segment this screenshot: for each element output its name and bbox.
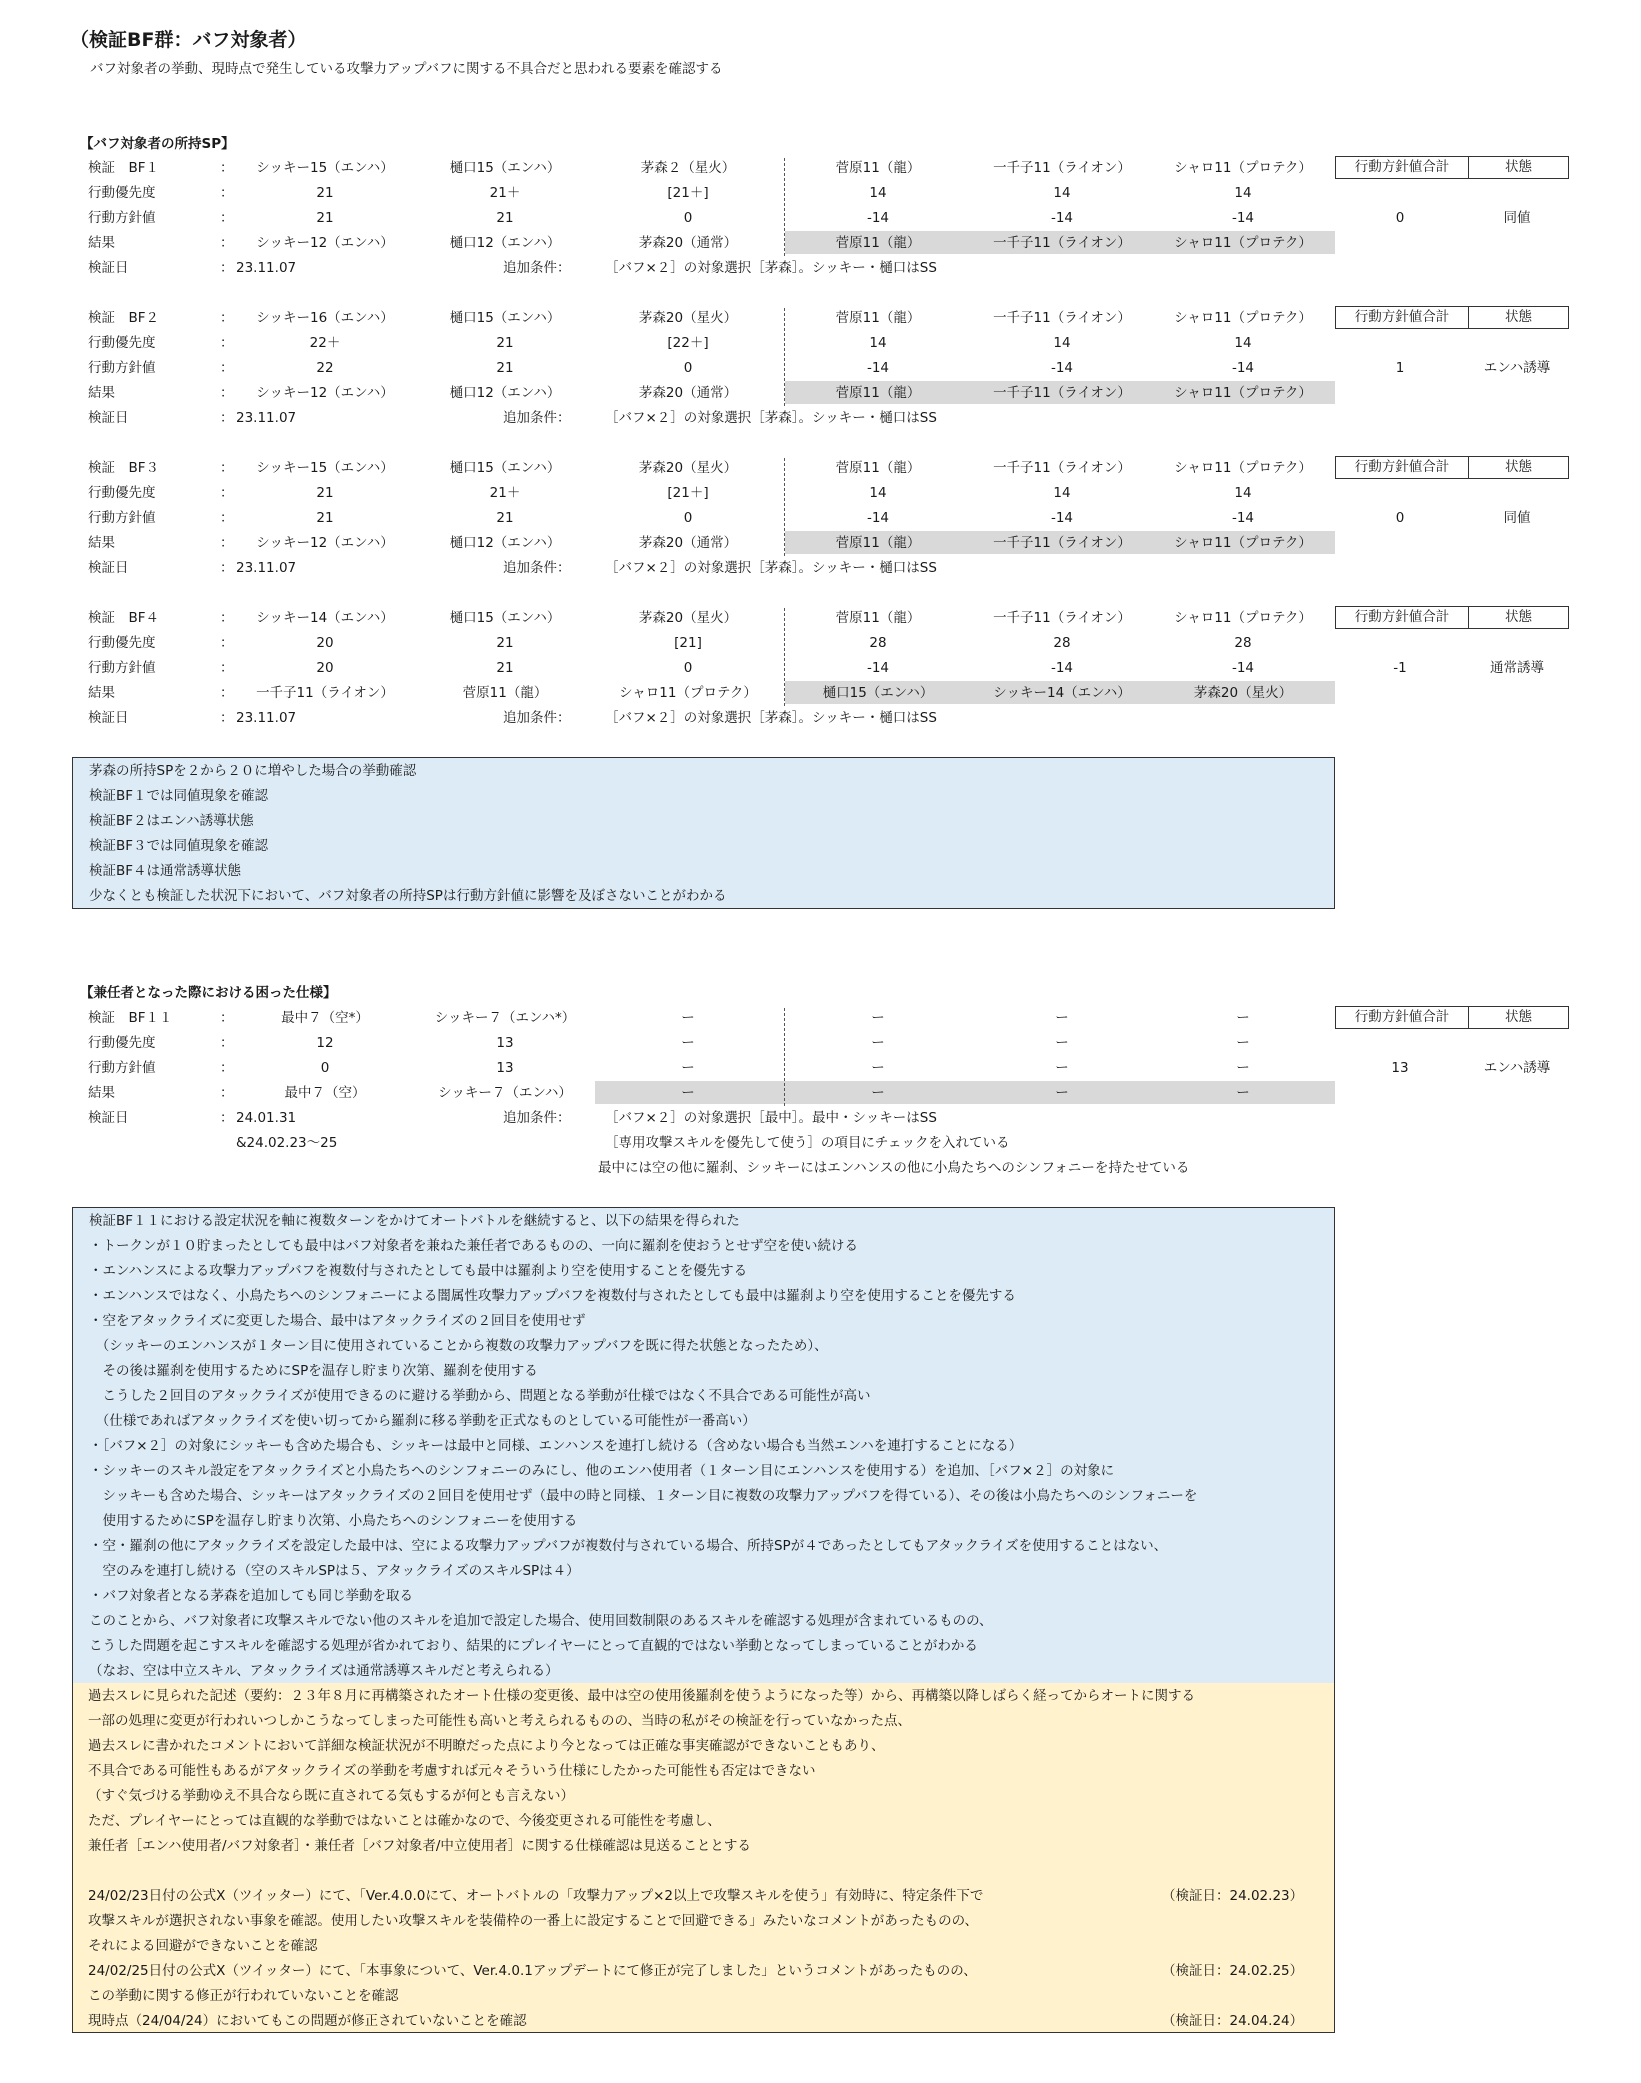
cell-members-0: シッキー16（エンハ） [256,310,394,326]
cell-priority-3: 28 [869,635,887,651]
section2-heading: 【兼任者となった際における困った仕様】 [80,985,337,1001]
extra-condition: ［バフ×２］の対象選択［茅森］。シッキー・樋口はSS [605,410,937,426]
cell-policy-5: -14 [1231,210,1255,226]
cell-policy-0: 21 [316,210,334,226]
cell-members-5: シャロ11（プロテク） [1174,160,1312,176]
cell-result-1: 樋口12（エンハ） [449,385,561,401]
state-value: 同値 [1503,210,1531,226]
section1-heading: 【バフ対象者の所持SP】 [80,136,235,152]
extra-label: 追加条件： [503,710,571,726]
conclusion-line: 現時点（24/04/24）においてもこの問題が修正されていないことを確認 [88,2013,527,2029]
colon: ： [220,410,234,426]
cell-policy-2: 0 [683,210,693,226]
analysis-line: 空のみを連打し続ける（空のスキルSPは５、アタックライズのスキルSPは４） [89,1563,580,1579]
cell-members-5: シャロ11（プロテク） [1174,460,1312,476]
conclusion-line: （すぐ気づける挙動ゆえ不具合なら既に直されてる気もするが何とも言えない） [88,1788,574,1804]
analysis-line: シッキーも含めた場合、シッキーはアタックライズの２回目を使用せず（最中の時と同様、１ターン目に複数の攻撃力アップバフを得ている）、その後は小鳥たちへのシンフォニーを [89,1488,1198,1504]
cell-priority-3: ー [871,1035,885,1051]
analysis-line: 使用するためにSPを温存し貯まり次第、小鳥たちへのシンフォニーを使用する [89,1513,578,1529]
block-name: 検証 BF３ [88,460,160,476]
colon: ： [220,1110,234,1126]
colon: ： [220,635,234,651]
extra-condition: ［バフ×２］の対象選択［最中］。最中・シッキーはSS [605,1110,937,1126]
page-subtitle: バフ対象者の挙動、現時点で発生している攻撃力アップバフに関する不具合だと思われる要素を確認する [90,61,723,77]
group-divider [784,1008,785,1106]
extra-label: 追加条件： [503,560,571,576]
row-label-result: 結果 [88,385,115,401]
extra-condition: ［バフ×２］の対象選択［茅森］。シッキー・樋口はSS [605,710,937,726]
cell-priority-1: 21 [496,635,514,651]
cell-policy-4: ー [1055,1060,1069,1076]
block-name: 検証 BF２ [88,310,160,326]
colon: ： [220,535,234,551]
cell-priority-0: 21 [316,485,334,501]
verify-date-2: &24.02.23～25 [236,1135,338,1151]
verify-date: 23.11.07 [236,560,297,576]
colon: ： [220,1060,234,1076]
cell-policy-4: -14 [1050,510,1074,526]
cell-result-1: 樋口12（エンハ） [449,535,561,551]
row-label-result: 結果 [88,235,115,251]
cell-members-0: シッキー14（エンハ） [256,610,394,626]
colon: ： [220,560,234,576]
colon: ： [220,185,234,201]
cell-priority-3: 14 [869,335,887,351]
note-line: 検証BF３では同値現象を確認 [89,838,269,854]
cell-priority-3: 14 [869,185,887,201]
cell-priority-2: [21＋] [667,185,709,201]
block-name: 検証 BF１ [88,160,160,176]
cell-priority-2: [21] [674,635,702,651]
colon: ： [220,210,234,226]
row-label-priority: 行動優先度 [88,185,156,201]
analysis-line: （なお、空は中立スキル、アタックライズは通常誘導スキルだと考えられる） [89,1663,559,1679]
colon: ： [220,1010,234,1026]
cell-result-1: シッキー７（エンハ） [438,1085,572,1101]
cell-result-0: シッキー12（エンハ） [256,385,394,401]
cell-result-4: 一千子11（ライオン） [993,535,1131,551]
analysis-line: ・空をアタックライズに変更した場合、最中はアタックライズの２回目を使用せず [89,1313,586,1329]
cell-result-3: 菅原11（龍） [835,385,921,401]
cell-priority-1: 13 [496,1035,514,1051]
row-label-date: 検証日 [88,410,129,426]
state-value: 通常誘導 [1490,660,1544,676]
cell-priority-0: 20 [316,635,334,651]
row-label-date: 検証日 [88,710,129,726]
cell-members-2: 茅森20（星火） [638,310,738,326]
conclusion-line: この挙動に関する修正が行われていないことを確認 [88,1988,399,2004]
cell-members-1: 樋口15（エンハ） [449,160,561,176]
conclusion-line: 24/02/23日付の公式X（ツイッター）にて、「Ver.4.0.0にて、オートバトルの「攻撃力アップ×2以上で攻撃スキルを使う」有効時に、特定条件下で [88,1888,984,1904]
policy-sum-value: 1 [1395,360,1405,376]
cell-result-5: ー [1236,1085,1250,1101]
colon: ： [220,1085,234,1101]
colon: ： [220,660,234,676]
group-divider [784,608,785,706]
policy-sum-value: 13 [1391,1060,1409,1076]
cell-result-0: 一千子11（ライオン） [256,685,394,701]
cell-result-1: 菅原11（龍） [462,685,548,701]
cell-priority-0: 21 [316,185,334,201]
summary-header [1335,456,1569,479]
cell-policy-3: -14 [866,360,890,376]
cell-priority-4: 14 [1053,185,1071,201]
cell-priority-2: [22＋] [667,335,709,351]
cell-priority-1: 21＋ [489,485,521,501]
cell-members-4: 一千子11（ライオン） [993,460,1131,476]
cell-members-5: ー [1236,1010,1250,1026]
cell-result-4: シッキー14（エンハ） [993,685,1131,701]
cell-result-4: 一千子11（ライオン） [993,385,1131,401]
cell-policy-3: ー [871,1060,885,1076]
cell-policy-2: 0 [683,360,693,376]
row-label-result: 結果 [88,535,115,551]
cell-policy-4: -14 [1050,660,1074,676]
cell-result-3: 樋口15（エンハ） [822,685,934,701]
cell-policy-5: -14 [1231,660,1255,676]
cell-members-2: ー [681,1010,695,1026]
cell-priority-5: 14 [1234,185,1252,201]
extra-condition: ［専用攻撃スキルを優先して使う］の項目にチェックを入れている [605,1135,1010,1151]
colon: ： [220,260,234,276]
cell-priority-0: 22＋ [309,335,341,351]
cell-result-2: 茅森20（通常） [638,385,738,401]
cell-priority-0: 12 [316,1035,334,1051]
cell-members-1: 樋口15（エンハ） [449,310,561,326]
cell-policy-3: -14 [866,660,890,676]
colon: ： [220,1035,234,1051]
cell-result-0: シッキー12（エンハ） [256,535,394,551]
row-label-result: 結果 [88,685,115,701]
cell-priority-4: 28 [1053,635,1071,651]
row-label-policy: 行動方針値 [88,510,156,526]
policy-sum-value: 0 [1395,510,1405,526]
conclusion-line: 攻撃スキルが選択されない事象を確認。使用したい攻撃スキルを装備枠の一番上に設定することで回避できる」みたいなコメントがあったものの、 [88,1913,979,1929]
analysis-line: （仕様であればアタックライズを使い切ってから羅刹に移る挙動を正式なものとしている可能性が一番高い） [89,1413,756,1429]
row-label-date: 検証日 [88,1110,129,1126]
cell-policy-0: 0 [320,1060,330,1076]
cell-members-5: シャロ11（プロテク） [1174,610,1312,626]
cell-members-2: 茅森20（星火） [638,610,738,626]
cell-members-0: シッキー15（エンハ） [256,460,394,476]
cell-result-2: ー [681,1085,695,1101]
cell-policy-1: 21 [496,660,514,676]
colon: ： [220,510,234,526]
row-label-date: 検証日 [88,260,129,276]
cell-result-4: ー [1055,1085,1069,1101]
cell-policy-1: 21 [496,210,514,226]
cell-priority-2: ー [681,1035,695,1051]
cell-members-0: シッキー15（エンハ） [256,160,394,176]
cell-result-2: 茅森20（通常） [638,535,738,551]
analysis-line: ・バフ対象者となる茅森を追加しても同じ挙動を取る [89,1588,413,1604]
cell-members-1: 樋口15（エンハ） [449,460,561,476]
analysis-line: その後は羅刹を使用するためにSPを温存し貯まり次第、羅刹を使用する [89,1363,538,1379]
cell-result-3: ー [871,1085,885,1101]
row-label-priority: 行動優先度 [88,1035,156,1051]
cell-result-5: シャロ11（プロテク） [1174,535,1312,551]
cell-policy-3: -14 [866,510,890,526]
section1-note-box [72,757,1335,909]
cell-priority-4: 14 [1053,335,1071,351]
cell-policy-0: 21 [316,510,334,526]
conclusion-line: 24/02/25日付の公式X（ツイッター）にて、「本事象について、Ver.4.0.1アップデートにて修正が完了しました」というコメントがあったものの、 [88,1963,977,1979]
cell-members-3: 菅原11（龍） [835,160,921,176]
summary-header [1335,306,1569,329]
colon: ： [220,385,234,401]
cell-members-4: ー [1055,1010,1069,1026]
sum-header-label: 行動方針値合計 [1336,1007,1469,1028]
analysis-line: ・エンハンスではなく、小鳥たちへのシンフォニーによる闇属性攻撃力アップバフを複数付与されたとしても最中は羅刹より空を使用することを優先する [89,1288,1016,1304]
row-label-priority: 行動優先度 [88,635,156,651]
state-header-label: 状態 [1505,1009,1532,1025]
cell-policy-0: 20 [316,660,334,676]
extra-label: 追加条件： [503,1110,571,1126]
extra-label: 追加条件： [503,410,571,426]
analysis-line: ・トークンが１０貯まったとしても最中はバフ対象者を兼ねた兼任者であるものの、一向に羅刹を使おうとせず空を使い続ける [89,1238,858,1254]
row-label-result: 結果 [88,1085,115,1101]
colon: ： [220,485,234,501]
state-value: エンハ誘導 [1483,360,1551,376]
cell-result-3: 菅原11（龍） [835,235,921,251]
cell-priority-1: 21 [496,335,514,351]
sum-header-label: 行動方針値合計 [1336,457,1469,478]
colon: ： [220,610,234,626]
state-header-label: 状態 [1505,159,1532,175]
colon: ： [220,685,234,701]
cell-result-5: シャロ11（プロテク） [1174,385,1312,401]
analysis-line: ・エンハンスによる攻撃力アップバフを複数付与されたとしても最中は羅刹より空を使用することを優先する [89,1263,748,1279]
conclusion-line: 過去スレに見られた記述（要約：２３年８月に再構築されたオート仕様の変更後、最中は空の使用後羅刹を使うようになった等）から、再構築以降しばらく経ってからオートに関する [88,1688,1195,1704]
cell-members-2: 茅森20（星火） [638,460,738,476]
verify-date: 23.11.07 [236,410,297,426]
summary-header [1335,606,1569,629]
cell-members-4: 一千子11（ライオン） [993,310,1131,326]
verify-date-note: （検証日：24.02.23） [1162,1888,1304,1904]
summary-header [1335,1006,1569,1029]
sum-header-label: 行動方針値合計 [1336,307,1469,328]
cell-result-5: 茅森20（星火） [1193,685,1293,701]
cell-policy-1: 21 [496,510,514,526]
extra-label: 追加条件： [503,260,571,276]
cell-policy-1: 21 [496,360,514,376]
colon: ： [220,160,234,176]
page-title: （検証BF群：バフ対象者） [70,29,307,51]
policy-sum-value: -1 [1393,660,1407,676]
colon: ： [220,360,234,376]
row-label-priority: 行動優先度 [88,335,156,351]
analysis-line: ・空・羅刹の他にアタックライズを設定した最中は、空による攻撃力アップバフが複数付与されている場合、所持SPが４であったとしてもアタックライズを使用することはない、 [89,1538,1168,1554]
box-border [72,1207,1335,2033]
cell-members-3: 菅原11（龍） [835,460,921,476]
cell-members-2: 茅森２（星火） [640,160,736,176]
note-line: 検証BF４は通常誘導状態 [89,863,242,879]
cell-priority-4: ー [1055,1035,1069,1051]
row-label-policy: 行動方針値 [88,360,156,376]
row-label-priority: 行動優先度 [88,485,156,501]
summary-header [1335,156,1569,179]
extra-condition: ［バフ×２］の対象選択［茅森］。シッキー・樋口はSS [605,260,937,276]
conclusion-line: 不具合である可能性もあるがアタックライズの挙動を考慮すれば元々そういう仕様にしたかった可能性も否定はできない [88,1763,816,1779]
cell-members-3: 菅原11（龍） [835,610,921,626]
sum-header-label: 行動方針値合計 [1336,157,1469,178]
conclusion-line: 兼任者［エンハ使用者/バフ対象者］・兼任者［バフ対象者/中立使用者］に関する仕様確認は見送ることとする [88,1838,751,1854]
cell-priority-5: 28 [1234,635,1252,651]
cell-priority-5: 14 [1234,335,1252,351]
conclusion-line: 過去スレに書かれたコメントにおいて詳細な検証状況が不明瞭だった点により今となっては正確な事実確認ができないこともあり、 [88,1738,885,1754]
state-header-label: 状態 [1505,459,1532,475]
analysis-line: 検証BF１１における設定状況を軸に複数ターンをかけてオートバトルを継続すると、以下の結果を得られた [89,1213,740,1229]
row-label-date: 検証日 [88,560,129,576]
note-line: 茅森の所持SPを２から２０に増やした場合の挙動確認 [89,763,417,779]
conclusion-line: ただ、プレイヤーにとっては直観的な挙動ではないことは確かなので、今後変更される可能性を考慮し、 [88,1813,721,1829]
verify-date: 23.11.07 [236,710,297,726]
cell-policy-4: -14 [1050,360,1074,376]
cell-members-3: 菅原11（龍） [835,310,921,326]
verify-date: 24.01.31 [236,1110,297,1126]
cell-priority-1: 21＋ [489,185,521,201]
cell-result-2: シャロ11（プロテク） [619,685,757,701]
colon: ： [220,710,234,726]
cell-priority-5: 14 [1234,485,1252,501]
cell-policy-0: 22 [316,360,334,376]
extra-condition: ［バフ×２］の対象選択［茅森］。シッキー・樋口はSS [605,560,937,576]
row-label-policy: 行動方針値 [88,1060,156,1076]
cell-result-0: 最中７（空） [284,1085,366,1101]
cell-policy-2: ー [681,1060,695,1076]
cell-policy-5: -14 [1231,510,1255,526]
verify-date-note: （検証日：24.04.24） [1162,2013,1304,2029]
cell-result-5: シャロ11（プロテク） [1174,235,1312,251]
colon: ： [220,460,234,476]
analysis-line: このことから、バフ対象者に攻撃スキルでない他のスキルを追加で設定した場合、使用回数制限のあるスキルを確認する処理が含まれているものの、 [89,1613,993,1629]
state-header-label: 状態 [1505,309,1532,325]
cell-members-4: 一千子11（ライオン） [993,160,1131,176]
state-header-label: 状態 [1505,609,1532,625]
note-line: 少なくとも検証した状況下において、バフ対象者の所持SPは行動方針値に影響を及ぼさないことがわかる [89,888,727,904]
cell-priority-5: ー [1236,1035,1250,1051]
analysis-line: こうした問題を起こすスキルを確認する処理が省かれており、結果的にプレイヤーにとって直観的ではない挙動となってしまっていることがわかる [89,1638,978,1654]
cell-result-4: 一千子11（ライオン） [993,235,1131,251]
row-label-policy: 行動方針値 [88,210,156,226]
group-divider [784,308,785,406]
verify-date: 23.11.07 [236,260,297,276]
block-name: 検証 BF１１ [88,1010,173,1026]
analysis-line: ・［バフ×２］の対象にシッキーも含めた場合も、シッキーは最中と同様、エンハンスを連打し続ける（含めない場合も当然エンハを連打することになる） [89,1438,1023,1454]
cell-result-0: シッキー12（エンハ） [256,235,394,251]
analysis-line: こうした２回目のアタックライズが使用できるのに避ける挙動から、問題となる挙動が仕様ではなく不具合である可能性が高い [89,1388,871,1404]
cell-priority-4: 14 [1053,485,1071,501]
block-name: 検証 BF４ [88,610,160,626]
cell-policy-1: 13 [496,1060,514,1076]
cell-members-1: 樋口15（エンハ） [449,610,561,626]
cell-priority-2: [21＋] [667,485,709,501]
state-value: 同値 [1503,510,1531,526]
conclusion-line: それによる回避ができないことを確認 [88,1938,318,1954]
conclusion-line: 一部の処理に変更が行われいつしかこうなってしまった可能性も高いと考えられるものの、当時の私がその検証を行っていなかった点、 [88,1713,911,1729]
state-value: エンハ誘導 [1483,1060,1551,1076]
cell-members-3: ー [871,1010,885,1026]
colon: ： [220,235,234,251]
colon: ： [220,310,234,326]
cell-policy-5: -14 [1231,360,1255,376]
cell-result-1: 樋口12（エンハ） [449,235,561,251]
note-line: 検証BF１では同値現象を確認 [89,788,269,804]
extra-condition: 最中には空の他に羅刹、シッキーにはエンハンスの他に小鳥たちへのシンフォニーを持たせている [598,1160,1190,1176]
cell-policy-4: -14 [1050,210,1074,226]
analysis-line: ・シッキーのスキル設定をアタックライズと小鳥たちへのシンフォニーのみにし、他のエンハ使用者（１ターン目にエンハンスを使用する）を追加、［バフ×２］の対象に [89,1463,1115,1479]
cell-policy-5: ー [1236,1060,1250,1076]
cell-priority-3: 14 [869,485,887,501]
group-divider [784,158,785,256]
analysis-line: （シッキーのエンハンスが１ターン目に使用されていることから複数の攻撃力アップバフを既に得た状態となったため）、 [89,1338,828,1354]
cell-policy-2: 0 [683,660,693,676]
verify-date-note: （検証日：24.02.25） [1162,1963,1304,1979]
cell-result-3: 菅原11（龍） [835,535,921,551]
colon: ： [220,335,234,351]
cell-policy-2: 0 [683,510,693,526]
group-divider [784,458,785,556]
cell-policy-3: -14 [866,210,890,226]
cell-members-5: シャロ11（プロテク） [1174,310,1312,326]
policy-sum-value: 0 [1395,210,1405,226]
cell-members-4: 一千子11（ライオン） [993,610,1131,626]
cell-result-2: 茅森20（通常） [638,235,738,251]
sum-header-label: 行動方針値合計 [1336,607,1469,628]
note-line: 検証BF２はエンハ誘導状態 [89,813,254,829]
cell-members-1: シッキー７（エンハ*） [434,1010,576,1026]
cell-members-0: 最中７（空*） [281,1010,369,1026]
row-label-policy: 行動方針値 [88,660,156,676]
